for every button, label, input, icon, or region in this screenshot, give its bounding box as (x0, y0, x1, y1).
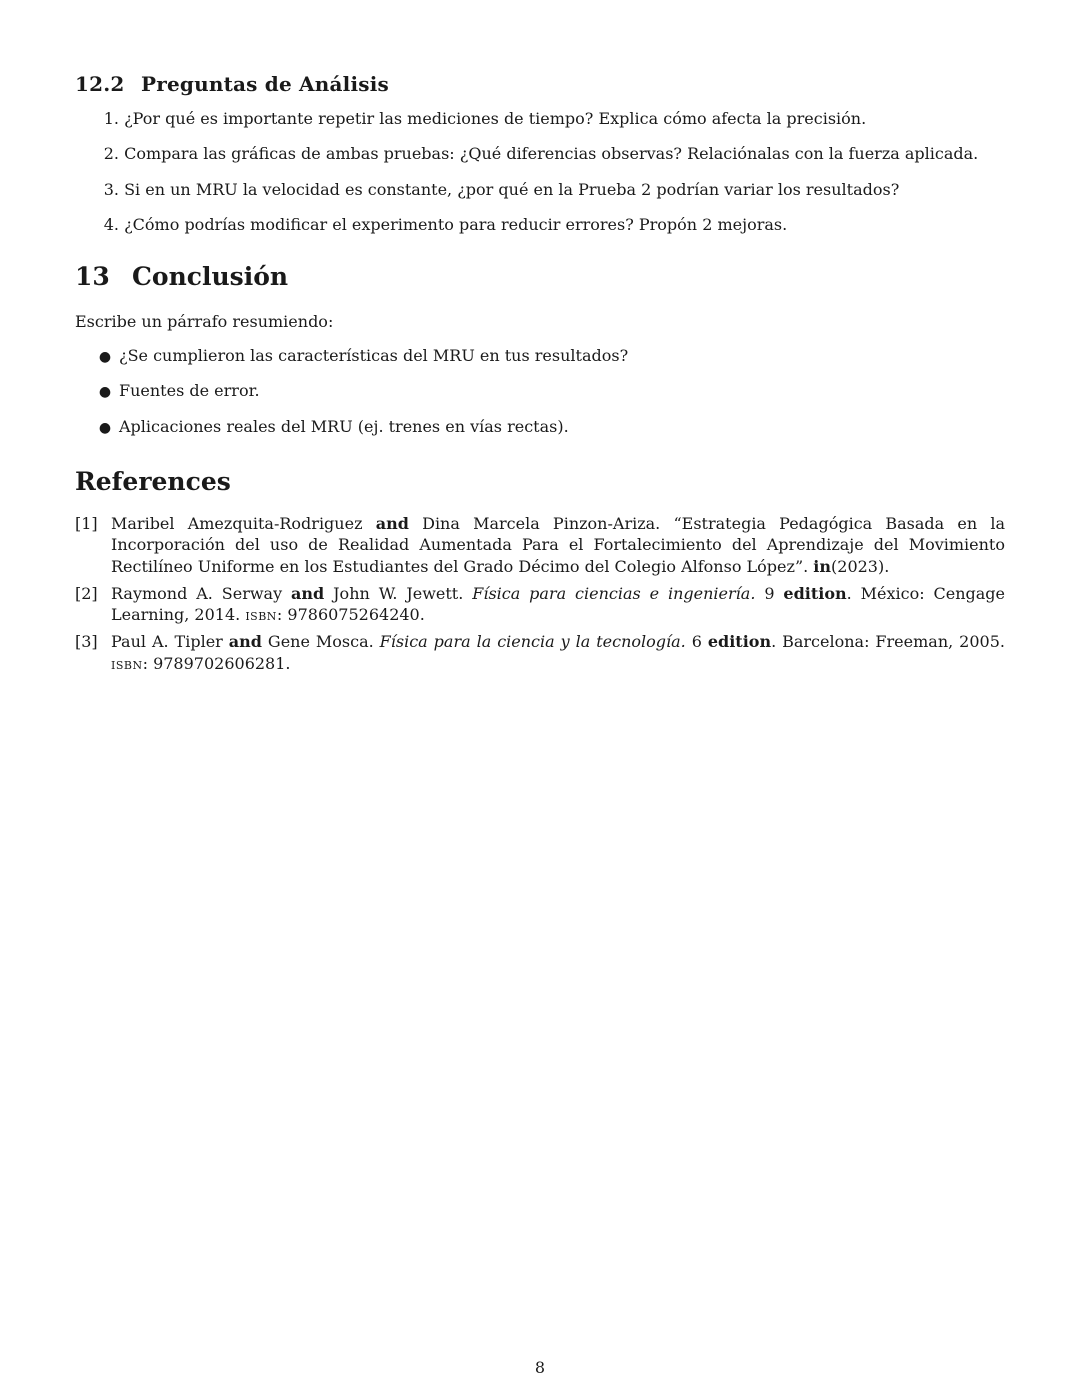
reference-title: “Estrategia Pedagógica Basada en la Incorporación del uso de Realidad Aumentada Para el Fortalecimiento del Aprendizaje del Movimiento Rectilíneo Uniforme en los Estudiantes del Grado Décimo del Colegio Alfonso López”. (111, 514, 1006, 576)
item-text: ¿Por qué es importante repetir las mediciones de tiempo? Explica cómo afecta la precisión. (124, 109, 867, 128)
item-text: Fuentes de error. (119, 381, 260, 401)
reference-isbn: : 9789702606281. (142, 653, 291, 673)
reference-edition-number: 9 (764, 583, 775, 603)
item-number: 3. (103, 179, 119, 199)
reference-label: [2] (75, 583, 98, 603)
reference-author: Gene Mosca. (267, 632, 374, 652)
question-list (75, 108, 1005, 249)
reference-isbn: : 9786075264240. (276, 605, 425, 625)
section-heading (75, 262, 288, 291)
item-text: ¿Cómo podrías modificar el experimento para reducir errores? Propón 2 mejoras. (124, 214, 788, 234)
reference-isbn-label: isbn (111, 653, 143, 673)
reference-publisher: . Barcelona: Freeman, 2005. (771, 632, 1005, 652)
list-item (75, 345, 628, 380)
reference-in: in (813, 556, 832, 576)
item-text: Compara las gráficas de ambas pruebas: ¿Qué diferencias observas? Relaciónalas con la fuerza aplicada. (124, 144, 979, 164)
item-number: 1. (103, 109, 119, 128)
reference-year: (2023). (831, 556, 890, 576)
list-item (75, 108, 1005, 143)
item-text: Si en un MRU la velocidad es constante, ¿por qué en la Prueba 2 podrían variar los resultados? (124, 179, 900, 199)
reference-edition: edition (707, 632, 772, 652)
item-number: 2. (103, 144, 119, 164)
reference-author: John W. Jewett. (333, 583, 464, 603)
item-text: Aplicaciones reales del MRU (ej. trenes en vías rectas). (119, 416, 569, 436)
subsection-heading (75, 72, 389, 96)
reference-isbn-label: isbn (245, 605, 277, 625)
list-item (75, 214, 1005, 249)
item-text: ¿Se cumplieron las características del MRU en tus resultados? (119, 346, 629, 365)
reference-body (111, 583, 1005, 626)
section-number: 13 (75, 262, 110, 291)
reference-author: Raymond A. Serway (111, 583, 283, 603)
references-heading: References (75, 467, 231, 496)
page-number: 8 (534, 1358, 546, 1377)
reference-body (111, 513, 1005, 577)
reference-item (75, 513, 1005, 577)
subsection-number: 12.2 (75, 72, 125, 96)
subsection-title: Preguntas de Análisis (141, 72, 389, 96)
reference-item (75, 631, 1005, 674)
bullet-icon: ● (98, 349, 112, 365)
item-number: 4. (103, 214, 119, 234)
reference-publisher: . México: Cengage Learning, 2014. (111, 583, 1005, 625)
reference-author: Dina Marcela Pinzon-Ariza. (422, 514, 661, 533)
bullet-icon: ● (98, 384, 112, 401)
reference-title: Física para la ciencia y la tecnología. (379, 632, 686, 652)
reference-label: [1] (75, 514, 98, 533)
reference-label: [3] (75, 632, 98, 652)
reference-and: and (291, 583, 325, 603)
reference-and: and (228, 632, 262, 652)
bullet-icon: ● (98, 419, 112, 436)
bullet-list (75, 345, 628, 451)
list-item (75, 416, 628, 451)
reference-title: Física para ciencias e ingeniería. (472, 583, 756, 603)
section-title: Conclusión (132, 262, 289, 291)
reference-body (111, 631, 1005, 674)
reference-item (75, 583, 1005, 626)
list-item (75, 380, 628, 415)
reference-edition: edition (783, 583, 847, 603)
list-item (75, 143, 1005, 178)
reference-list (75, 513, 1005, 680)
reference-edition-number: 6 (691, 632, 702, 652)
reference-and: and (375, 514, 409, 533)
section-intro: Escribe un párrafo resumiendo: (75, 312, 334, 331)
reference-author: Paul A. Tipler (111, 632, 223, 652)
reference-author: Maribel Amezquita-Rodriguez (111, 514, 363, 533)
list-item (75, 179, 1005, 214)
